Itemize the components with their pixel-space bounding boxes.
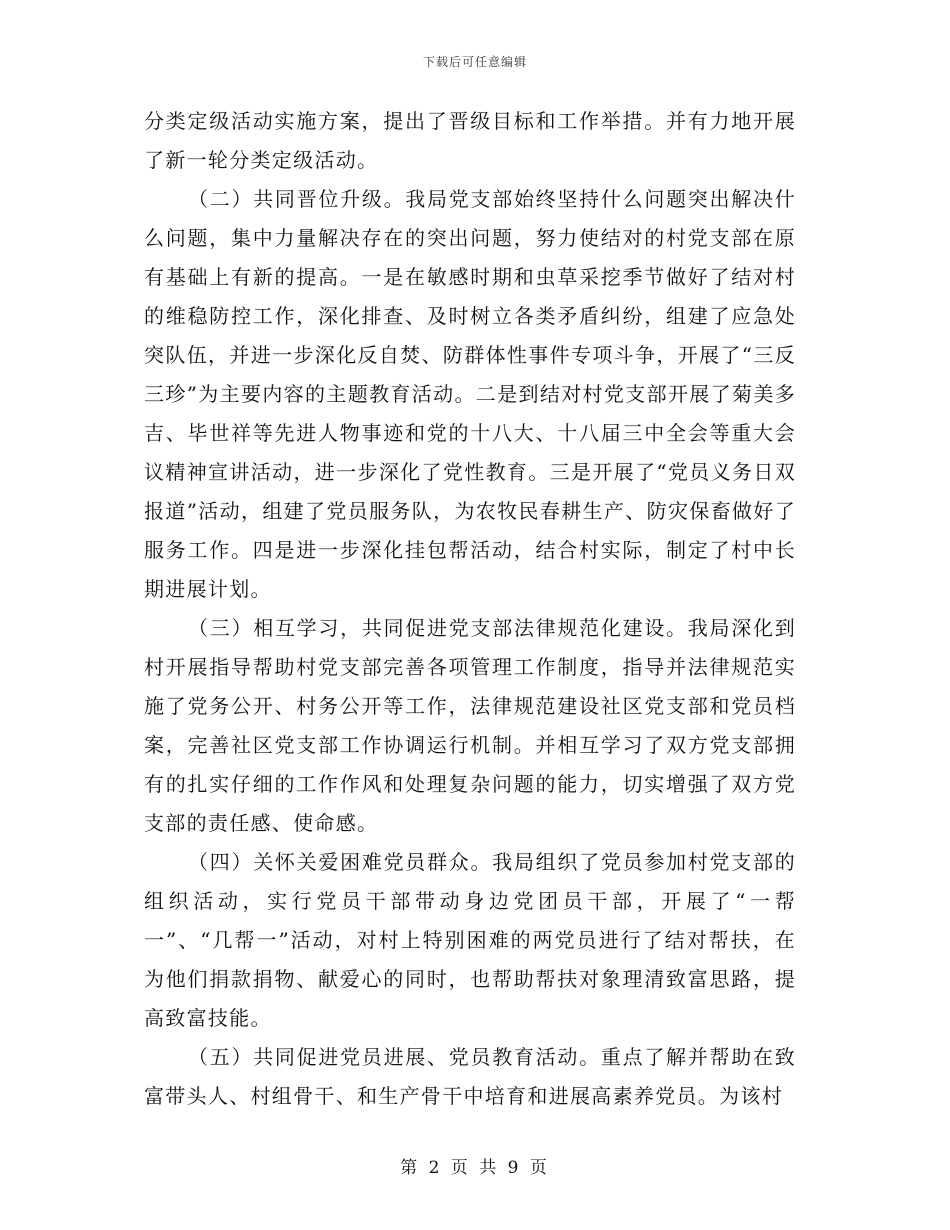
document-body: [144, 102, 796, 1116]
paragraph-section-4: （四）关怀关爱困难党员群众。我局组织了党员参加村党支部的组织活动，实行党员干部带动身边党团员干部，开展了“一帮一”、“几帮一”活动，对村上特别困难的两党员进行了结对帮扶，在为他们捐款捐物、献爱心的同时，也帮助帮扶对象理清致富思路，提高致富技能。: [144, 850, 796, 1030]
page-number-footer: 第 2 页 共 9 页: [400, 1158, 550, 1178]
paragraph-section-5: （五）共同促进党员进展、党员教育活动。重点了解并帮助在致富带头人、村组骨干、和生产骨干中培育和进展高素养党员。为该村: [144, 1045, 796, 1108]
paragraph-section-3: （三）相互学习，共同促进党支部法律规范化建设。我局深化到村开展指导帮助村党支部完善各项管理工作制度，指导并法律规范实施了党务公开、村务公开等工作，法律规范建设社区党支部和党员档案，完善社区党支部工作协调运行机制。并相互学习了双方党支部拥有的扎实仔细的工作作风和处理复杂问题的能力，切实增强了双方党支部的责任感、使命感。: [144, 616, 796, 835]
paragraph-continuation: 分类定级活动实施方案，提出了晋级目标和工作举措。并有力地开展了新一轮分类定级活动。: [144, 109, 796, 172]
page-header: 下载后可任意编辑: [422, 55, 527, 69]
paragraph-section-2: （二）共同晋位升级。我局党支部始终坚持什么问题突出解决什么问题，集中力量解决存在的突出问题，努力使结对的村党支部在原有基础上有新的提高。一是在敏感时期和虫草采挖季节做好了结对村的维稳防控工作，深化排查、及时树立各类矛盾纠纷，组建了应急处突队伍，并进一步深化反自焚、防群体性事件专项斗争，开展了“三反三珍”为主要内容的主题教育活动。二是到结对村党支部开展了菊美多吉、毕世祥等先进人物事迹和党的十八大、十八届三中全会等重大会议精神宣讲活动，进一步深化了党性教育。三是开展了“党员义务日双报道”活动，组建了党员服务队，为农牧民春耕生产、防灾保畜做好了服务工作。四是进一步深化挂包帮活动，结合村实际，制定了村中长期进展计划。: [144, 187, 796, 601]
